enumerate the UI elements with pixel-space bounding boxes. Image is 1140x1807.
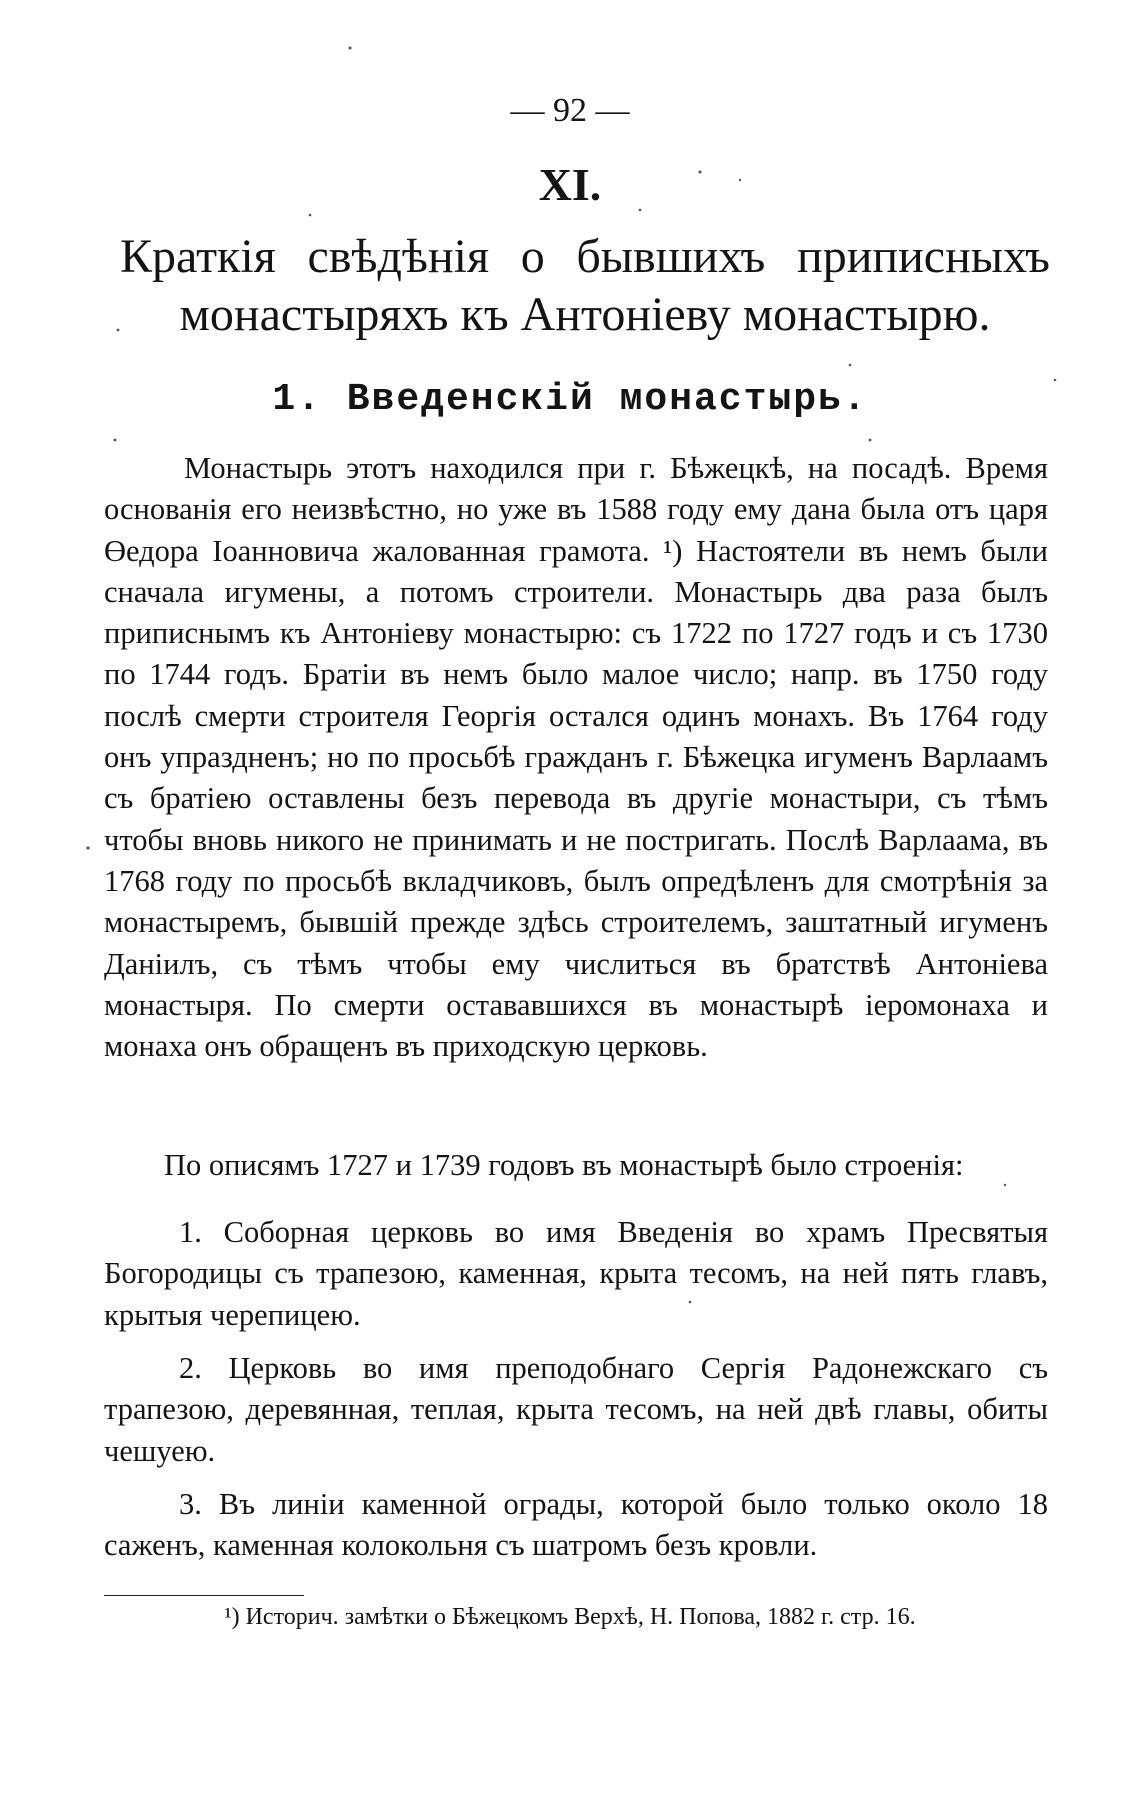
section-subtitle: 1. Введенскій монастырь. — [272, 378, 868, 421]
paragraph-inventory-intro: По описямъ 1727 и 1739 годовъ въ монастырѣ было строенія: — [164, 1148, 964, 1182]
list-item: 2. Церковь во имя преподобнаго Сергія Радонежскаго съ трапезою, деревянная, теплая, крыта тесомъ, на ней двѣ главы, обиты чешуею. — [104, 1351, 1048, 1468]
page-number: — 92 — — [510, 92, 630, 129]
list-item: 3. Въ линіи каменной ограды, которой было только около 18 саженъ, каменная колокольня съ шатромъ безъ кровли. — [104, 1487, 1048, 1563]
paragraph-history: Монастырь этотъ находился при г. Бѣжецкѣ, на посадѣ. Время основанія его неизвѣстно, но уже въ 1588 году ему дана была отъ царя Өедора Іоанновича жалованная грамота. ¹) Настоятели въ немъ были сначала игумены, а потомъ строители. Монастырь два раза былъ приписнымъ къ Антоніеву монастырю: съ 1722 по 1727 годъ и съ 1730 по 1744 годъ. Братіи въ немъ было малое число; напр. въ 1750 году послѣ смерти строителя Георгія остался одинъ монахъ. Въ 1764 году онъ упраздненъ; но по просьбѣ гражданъ г. Бѣжецка игуменъ Варлаамъ съ братіею оставлены безъ перевода въ другіе монастыри, съ тѣмъ чтобы вновь никого не принимать и не постригать. Послѣ Варлаама, въ 1768 году по просьбѣ вкладчиковъ, былъ опредѣленъ для смотрѣнія за монастыремъ, бывшій прежде здѣсь строителемъ, заштатный игуменъ Даніилъ, съ тѣмъ чтобы ему числиться въ братствѣ Антоніева монастыря. По смерти остававшихся въ монастырѣ іеромонаха и монаха онъ обращенъ въ приходскую церковь. — [104, 451, 1048, 1064]
list-item: 1. Соборная церковь во имя Введенія во храмъ Пресвятыя Богородицы съ трапезою, каменная, крыта тесомъ, на ней пять главъ, крытыя черепицею. — [104, 1215, 1048, 1332]
section-numeral: XI. — [538, 159, 602, 210]
chapter-title: Краткія свѣдѣнія о бывшихъ приписныхъ монастыряхъ къ Антоніеву монастырю. — [120, 230, 1050, 341]
footnote: ¹) Историч. замѣтки о Бѣжецкомъ Верхѣ, Н. Попова, 1882 г. стр. 16. — [224, 1604, 916, 1630]
